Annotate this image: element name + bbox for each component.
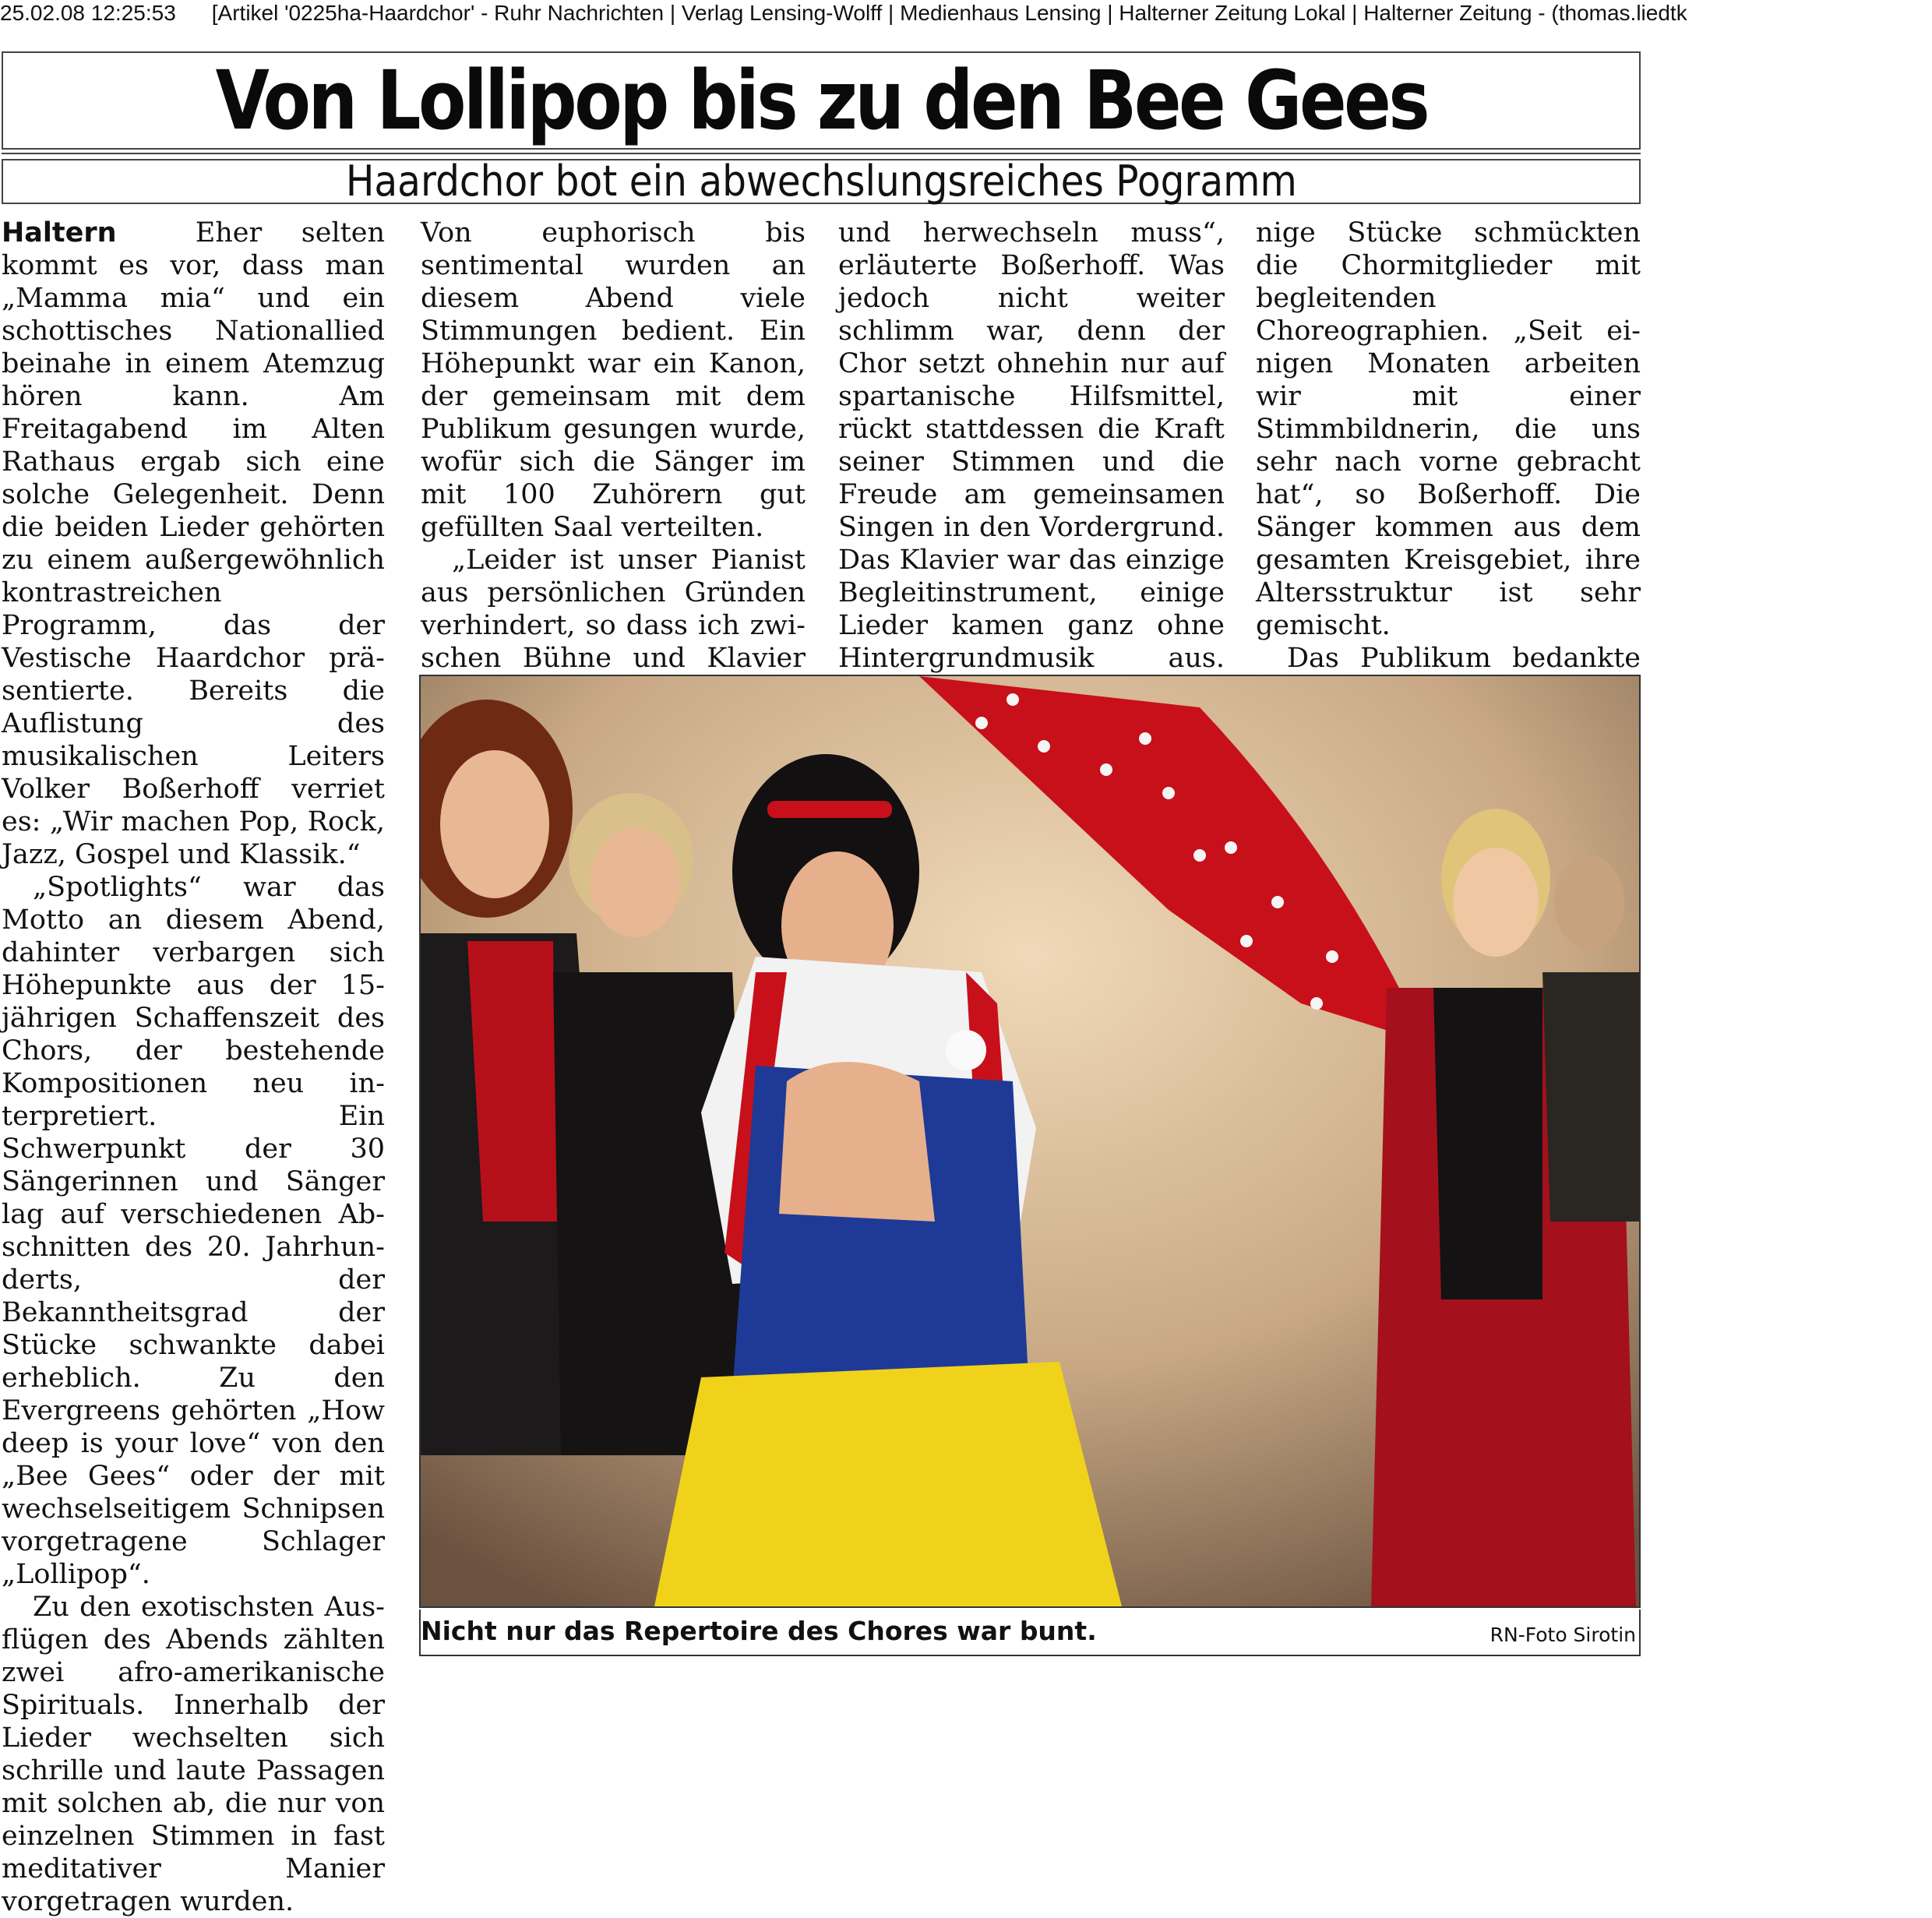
divider-rule bbox=[2, 153, 1641, 154]
paragraph bbox=[2, 217, 385, 871]
paragraph: und herwechseln muss“, erläuterte Boßerhoff. Was jedoch nicht weiter schlimm war, denn der Chor setzt ohnehin nur auf spartanische Hilfsmittel, rückt stattdessen die Kraft seiner Stimmen und die Freude am gemeinsamen Singen in den Vordergrund. Das Klavier war das einzige Begleitinstrument, einige Lieder kamen ganz ohne Hintergrundmusik aus. bbox=[838, 217, 1225, 674]
print-timestamp: 25.02.08 12:25:53 bbox=[0, 1, 176, 25]
paragraph-text: Eher selten kommt es vor, dass man „Mamma mia“ und ein schottisches Nationallied beinahe in einem Atemzug hören kann. Am Freitagabend im Alten Rathaus ergab sich eine solche Gelegenheit. Denn die beiden Lieder gehörten zu einem außergewöhnlich kontrastreichen Programm, das der Vestische Haardchor präsentierte. Bereits die Auflistung des musikalischen Leiters Volker Boßerhoff verriet es: „Wir machen Pop, Rock, Jazz, Gospel und Klassik.“ bbox=[2, 217, 385, 870]
photo-caption: Nicht nur das Repertoire des Chores war bunt. bbox=[421, 1616, 1097, 1646]
article-column-2 bbox=[421, 217, 806, 707]
article-column-4 bbox=[1256, 217, 1641, 740]
paragraph: „Spotlights“ war das Motto an diesem Abend, dahinter verbargen sich Höhepunkte aus der 15-jährigen Schaffenszeit des Chors, der bestehende Kompositionen neu interpretiert. Ein Schwerpunkt der 30 Sängerinnen und Sänger lag auf verschiedenen Abschnitten des 20. Jahrhunderts, der Bekanntheitsgrad der Stücke schwankte dabei erheblich. Zu den Evergreens gehörten „How deep is your love“ von den „Bee Gees“ oder der mit wechselseitigem Schnipsen vorgetragene Schlager „Lollipop“. bbox=[2, 872, 385, 1590]
headline-box bbox=[2, 51, 1641, 150]
photo-credit: RN-Foto Sirotin bbox=[1490, 1624, 1636, 1646]
paragraph: Von euphorisch bis sentimental wurden an diesem Abend viele Stimmungen bedient. Ein Höhepunkt war ein Kanon, der gemeinsam mit dem Publikum gesungen wurde, wofür sich die Sänger im mit 100 Zuhörern gut gefüllten Saal verteilten. bbox=[421, 217, 806, 543]
article-column-3 bbox=[838, 217, 1225, 707]
print-source: [Artikel '0225ha-Haardchor' - Ruhr Nachrichten | Verlag Lensing-Wolff | Medienhaus Lensing | Halterner Zeitung Lokal | Halterner Zeitung - (thomas.liedtk bbox=[211, 1, 1687, 25]
subheadline: Haardchor bot ein abwechslungsreiches Pogramm bbox=[345, 157, 1297, 206]
paragraph: „Leider ist unser Pianist aus persönlichen Gründen verhindert, so dass ich zwischen Bühne und Klavier bbox=[421, 545, 806, 674]
print-header bbox=[0, 0, 1932, 33]
photo-caption-row bbox=[419, 1609, 1641, 1656]
dateline: Haltern bbox=[2, 217, 117, 249]
article-column-1 bbox=[2, 217, 385, 1918]
paragraph: nige Stücke schmückten die Chormitglieder mit begleitenden Choreographien. „Seit einigen Monaten arbeiten wir mit einer Stimmbildnerin, die uns sehr nach vorne gebracht hat“, so Boßerhoff. Die Sänger kommen aus dem gesamten Kreisgebiet, ihre Altersstruktur ist sehr gemischt. bbox=[1256, 217, 1641, 641]
article-photo bbox=[419, 675, 1641, 1608]
headline: Von Lollipop bis zu den Bee Gees bbox=[215, 53, 1427, 148]
choir-photo-illustration bbox=[421, 676, 1639, 1606]
subheadline-box bbox=[2, 159, 1641, 204]
paragraph: Zu den exotischsten Ausflügen des Abends zählten zwei afro-amerikanische Spirituals. Innerhalb der Lieder wechselten sich schrille und laute Passagen mit solchen ab, die nur von einzelnen Stimmen in fast meditativer Manier vorgetragen wurden. bbox=[2, 1592, 385, 1917]
paragraph-text: Das Publikum bedankte bbox=[1287, 643, 1641, 674]
